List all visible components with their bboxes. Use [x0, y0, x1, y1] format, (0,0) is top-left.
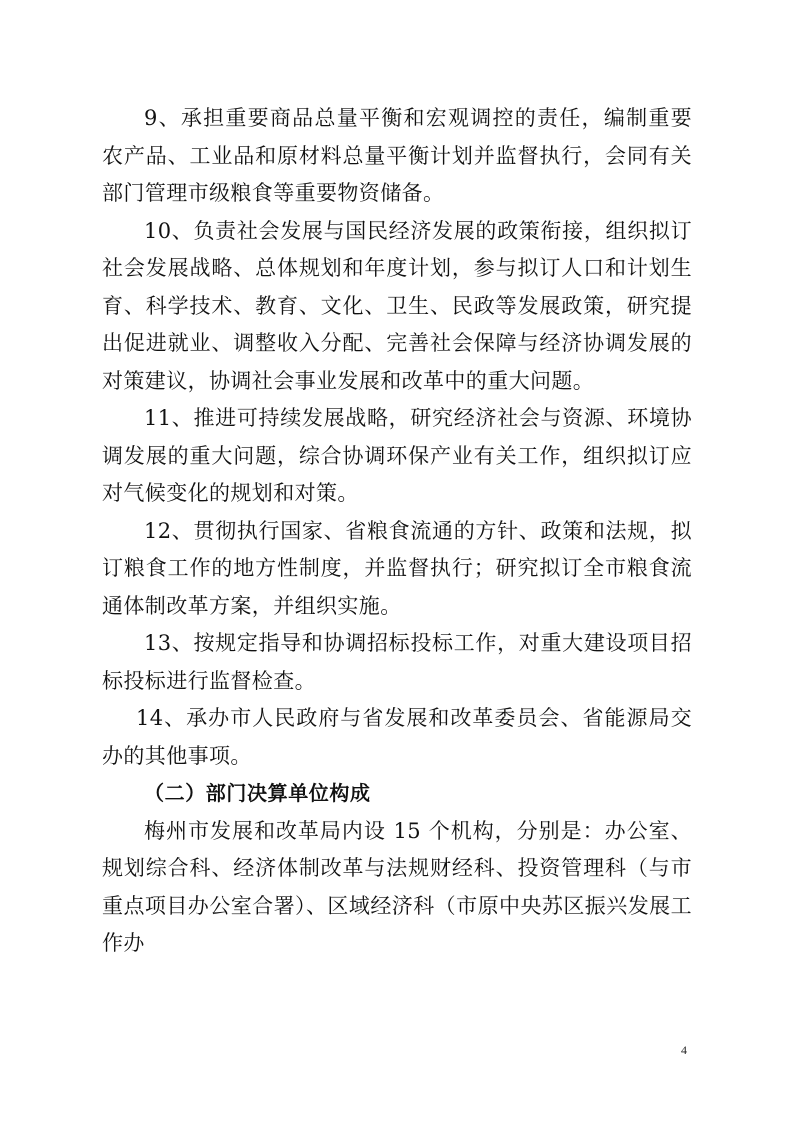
section-paragraph: 梅州市发展和改革局内设 15 个机构，分别是：办公室、规划综合科、经济体制改革与法规财经科、投资管理科（与市重点项目办公室合署）、区域经济科（市原中央苏区振兴发展工作办 [102, 818, 692, 955]
paragraph-item-10: 10、负责社会发展与国民经济发展的政策衔接，组织拟订社会发展战略、总体规划和年度计划，参与拟订人口和计划生育、科学技术、教育、文化、卫生、民政等发展政策，研究提出促进就业、调整收入分配、完善社会保障与经济协调发展的对策建议，协调社会事业发展和改革中的重大问题。 [102, 218, 692, 393]
paragraph-item-13: 13、按规定指导和协调招标投标工作，对重大建设项目招标投标进行监督检查。 [102, 631, 692, 693]
page-number: 4 [681, 1043, 687, 1057]
paragraph-item-11: 11、推进可持续发展战略，研究经济社会与资源、环境协调发展的重大问题，综合协调环保产业有关工作，组织拟订应对气候变化的规划和对策。 [102, 406, 692, 505]
paragraph-item-9: 9、承担重要商品总量平衡和宏观调控的责任，编制重要农产品、工业品和原材料总量平衡计划并监督执行，会同有关部门管理市级粮食等重要物资储备。 [102, 106, 692, 205]
paragraph-item-12: 12、贯彻执行国家、省粮食流通的方针、政策和法规，拟订粮食工作的地方性制度，并监督执行；研究拟订全市粮食流通体制改革方案，并组织实施。 [102, 518, 692, 618]
section-heading: （二）部门决算单位构成 [144, 781, 371, 805]
paragraph-item-14: 14、承办市人民政府与省发展和改革委员会、省能源局交办的其他事项。 [102, 706, 692, 768]
document-body [102, 100, 692, 963]
